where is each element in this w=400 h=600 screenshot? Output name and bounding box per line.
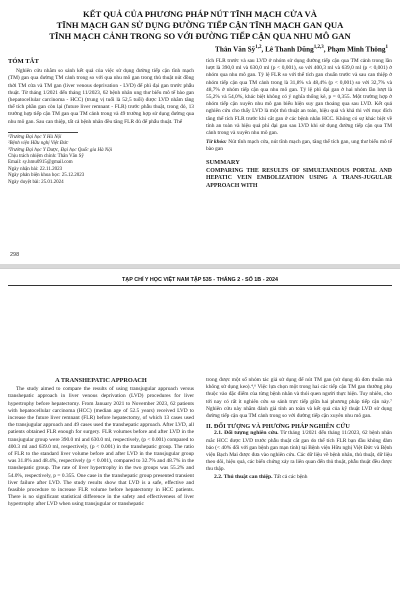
summary-title: COMPARING THE RESULTS OF SIMULTANEOUS PORTAL AND HEPATIC VEIN EMBOLIZATION USING A TRANS-JUGULAR APPROACH WITH: [206, 167, 392, 189]
article-title: [10, 9, 390, 42]
date-received: Ngày nhận bài: 22.11.2023: [8, 166, 63, 172]
title-line: KẾT QUẢ CỦA PHƯƠNG PHÁP NÚT TĨNH MẠCH CỬA VÀ: [83, 9, 317, 19]
keywords-text: Nút tĩnh mạch cửa, nút tĩnh mạch gan, tăng thể tích gan, ung thư biểu mô tế bào gan: [206, 139, 392, 153]
author-affiliation-sup: 1: [385, 45, 388, 50]
document-page-1: [0, 0, 400, 264]
affiliation-line: ²Bệnh viện Hữu nghị Việt Đức: [8, 141, 69, 147]
affiliation-line: ³Trường Đại học Y Dược, Đại học Quốc gia Hà Nội: [8, 147, 113, 153]
subsection-text: Tất cả các bệnh: [273, 473, 308, 480]
author-list: Thân Văn Sỹ$^{1,2}$, Lê Thanh Dũng$^{1,2,3}$, Phạm Minh Thông$^1$: [215, 45, 388, 54]
corresponding-author: Chịu trách nhiệm chính: Thân Văn Sỹ: [8, 154, 84, 160]
english-abstract: The study aimed to compare the results of using transjugular approach versus transhepatic approach in liver venous deprivation (LVD) procedures for liver hypertrophy before hepatectomy. From January 2021 to November 2023, 62 patients with hepatocellular carcinoma (HCC) (median age of 52.5 years) received LVD to increase the future liver remnant (FLR) before hepatectomy, of which 13 cases used the transjugular approach and 49 cases used the transhepatic approach. After LVD, all patients obtained FLR enough for surgery. FLR volumes before and after LVD in the transjugular group were 390.0 ml and 630.0 ml, respectively, (p < 0.001) compared to 400.3 ml and 639.0 ml, respectively, (p < 0.001) in the transhepatic group. The ratio of FLR to the standard liver volume before and after LVD in the transjugular group was 31.8% and 48.4%, respectively (p < 0.001), compared to 32.7% and 48.7% in the transhepatic group. The rate of liver hypertrophy in the two groups was 55.2% and 54.0%, respectively, p = 0.355. One case in the transhepatic group presented transient liver failure after LVD. The study results show that LVD is a safe, effective and feasible procedure to increase FLR volume before hepatectomy in HCC patients. There is no significant statistical difference in the safety and effectiveness of liver hypertrophy after LVD when using transjugular or transhepatic: [8, 386, 194, 508]
author-name: Phạm Minh Thông: [327, 45, 386, 54]
subsection-heading: 2.2. Thủ thuật can thiệp.: [214, 473, 273, 480]
page-number: 298: [10, 252, 20, 258]
subsection-paragraph: [206, 430, 392, 473]
summary-title-continued: A TRANSHEPATIC APPROACH: [55, 377, 147, 384]
keywords-label: Từ khóa:: [206, 139, 227, 146]
subsection-heading: 2.1. Đối tượng nghiên cứu.: [214, 430, 279, 437]
date-accepted: Ngày duyệt bài: 25.01.2024: [8, 179, 64, 185]
date-reviewed: Ngày phản biện khoa học: 25.12.2023: [8, 173, 85, 179]
abstract-text: Nghiên cứu nhằm so sánh kết quả của việc sử dụng đường tiếp cận tĩnh mạch (TM) gan qua đường TM cảnh trong so với qua nhu mô gan trong thủ thuật nút đồng thời TM cửa và TM gan (liver venous deprivation - LVD) để phì đại gan trước phẫu thuật. Từ tháng 1/2021 đến tháng 11/2023, 62 bệnh nhân ung thư biểu mô tế bào gan (hepatocellular carcinoma - HCC) (trung vị tuổi là 52,5 tuổi) được LVD nhằm tăng thể tích phần gan còn lại (future liver remnant - FLR) trước phẫu thuật, trong đó, 13 trường hợp tiếp cận TM gan qua TM cảnh trong và 49 trường hợp sử dụng đường qua nhu mô gan. Sau can thiệp, tất cả bệnh nhân đều tăng FLR đủ để phẫu thuật. Thể: [8, 68, 194, 125]
title-line: TĨNH MẠCH GAN SỬ DỤNG ĐƯỜNG TIẾP CẬN TĨNH MẠCH GAN QUA: [56, 20, 344, 30]
author-name: Thân Văn Sỹ: [215, 45, 256, 54]
left-column: [8, 377, 194, 509]
summary-heading: SUMMARY: [206, 158, 240, 166]
author-affiliation-sup: 1,2,3: [313, 45, 324, 50]
subsection-text: Từ tháng 1/2021 đến tháng 11/2023, 62 bệnh nhân mắc HCC được LVD trước phẫu thuật cắt gan do thể tích FLR bạn đầu không đảm bảo (< 40% đối với gan bệnh gan mạn tính) tại Bệnh viện Hữu nghị Việt Đức và Bệnh viện Bạch Mai được đưa vào nghiên cứu. Các dữ liệu về bệnh nhân, thủ thuật, dữ liệu theo dõi, hiệu quả, các biến chứng xảy ra liên quan đến thủ thuật, phẫu thuật đều được thu thập.: [206, 430, 392, 473]
author-affiliation-sup: 1,2: [255, 45, 262, 50]
footnote-divider: [8, 132, 78, 133]
left-column: [8, 58, 194, 186]
introduction-text: trong được một số nhóm tác giả sử dụng để nút TM gan (sử dụng dù đơn thuần mà không sử dụng keo).⁴,⁶ Việc lựa chọn một trong hai các tiếp cận TM gan thường phụ thuộc vào đặc điểm của từng bệnh nhân và thói quen người thực hiện. Tuy nhiên, cho tới nay có rất ít nghiên cứu so sánh trực tiếp giữa hai phương pháp tiếp cận này.⁷ Nghiên cứu này nhằm đánh giá tính an toàn và kết quả của kỹ thuật LVD sử dụng đường tiếp cận qua TM cảnh trong so với đường tiếp cận xuyên nhu mô gan.: [206, 377, 392, 420]
header-rule: [8, 285, 392, 286]
abstract-text-continued: tích FLR trước và sau LVD ở nhóm sử dụng đường tiếp cận qua TM cảnh trong lần lượt là 390,0 ml và 630,0 ml (p < 0,001), so với 400,3 ml và 639,0 ml (p < 0,001) ở nhóm qua nhu mô gan. Tỷ lệ FLR so với thể tích gan chuẩn trước và sau can thiệp ở nhóm tiếp cận qua TM cảnh trong là 31,8% và 48,4% (p < 0,001) so với 32,7% và 48,7% ở nhóm tiếp cận qua nhu mô gan. Tỷ lệ phì đại gan ở hai nhóm lần lượt là 55,2% và 54,0%, khác biệt không có ý nghĩa thống kê, p = 0,355. Một trường hợp ở nhóm tiếp cận xuyên nhu mô gan biểu hiện suy gan thoáng qua sau LVD. Kết quả nghiên cứu cho thấy LVD là một thủ thuật an toàn, hiệu quả và khả thi với mục đích tăng thể tích FLR trước khi cắt gan ở các bệnh nhân HCC. Không có sự khác biệt về tính an toàn và hiệu quả phì đại gan sau LVD khi sử dụng đường tiếp cận qua TM cảnh trong và xuyên nhu mô gan.: [206, 58, 392, 137]
abstract-heading: TÓM TẮT: [8, 58, 39, 65]
right-column: [206, 377, 392, 481]
email: Email: sy.hmu0915@gmail.com: [8, 160, 73, 166]
document-page-2: [0, 268, 400, 600]
journal-header: TẠP CHÍ Y HỌC VIỆT NAM TẬP 535 - THÁNG 2 - SỐ 1B - 2024: [122, 277, 278, 283]
title-line: TĨNH MẠCH CẢNH TRONG SO VỚI ĐƯỜNG TIẾP CẬN QUA NHU MÔ GAN: [49, 31, 351, 41]
author-name: Lê Thanh Dũng: [265, 45, 314, 54]
subsection-paragraph: [206, 474, 392, 481]
affiliations: [8, 135, 194, 186]
keywords: [206, 139, 392, 153]
affiliation-line: ¹Trường Đại học Y Hà Nội: [8, 134, 62, 140]
right-column: [206, 58, 392, 190]
section-heading: II. ĐỐI TƯỢNG VÀ PHƯƠNG PHÁP NGHIÊN CỨU: [206, 423, 350, 431]
